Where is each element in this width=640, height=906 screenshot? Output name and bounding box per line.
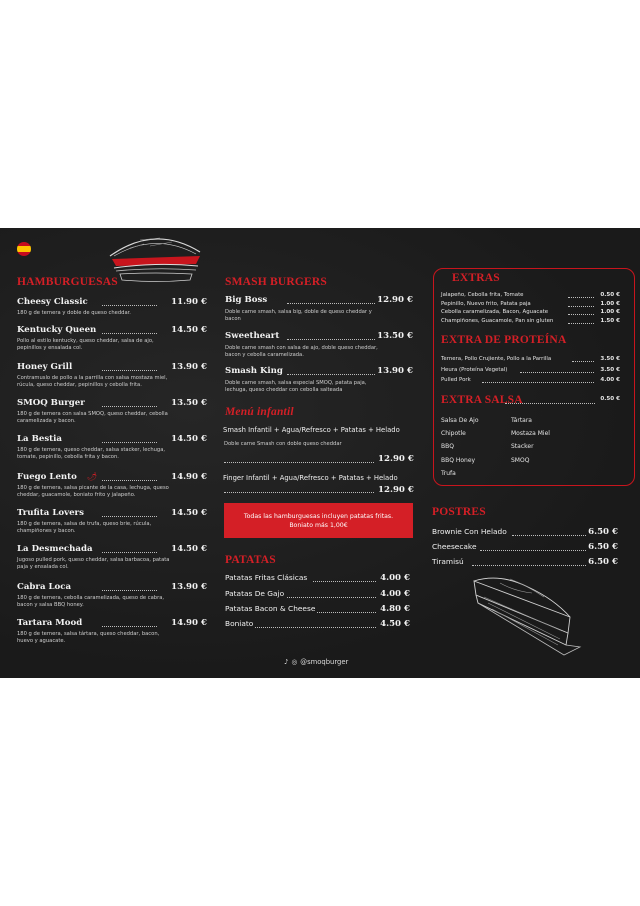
tiktok-icon: ♪	[284, 658, 289, 666]
salsa-option: Stacker	[511, 443, 534, 450]
dot-leader	[568, 314, 594, 315]
menu-item	[17, 508, 207, 520]
item-name: Patatas Bacon & Cheese	[225, 604, 316, 613]
menu-item	[17, 434, 207, 446]
dot-leader	[255, 627, 376, 628]
dot-leader	[512, 535, 586, 536]
item-description: 180 g de ternera, salsa picante de la casa, lechuga, queso cheddar, guacamole, boniato frito y jalapeño.	[17, 485, 169, 498]
menu-item	[432, 527, 618, 539]
protein-item-price: 4.00 €	[600, 377, 620, 383]
menu-item	[17, 325, 207, 337]
dot-leader	[313, 581, 376, 582]
infantil-title: Menú infantil	[225, 406, 294, 418]
spain-flag-icon[interactable]	[17, 242, 31, 256]
item-description: Doble carne smash, salsa especial SMOQ, patata paja, lechuga, queso cheddar con cebolla salteada	[225, 380, 367, 393]
dot-leader	[568, 297, 594, 298]
item-name: Patatas Fritas Clásicas	[225, 573, 308, 582]
item-name: SMOQ Burger	[17, 398, 85, 408]
item-name: Honey Grill	[17, 362, 73, 372]
dot-leader	[482, 382, 594, 383]
item-name: Big Boss	[225, 295, 268, 305]
protein-item-name: Ternera, Pollo Crujiente, Pollo a la Parrilla	[441, 356, 552, 362]
item-price: 14.50 €	[171, 544, 207, 554]
item-name: Patatas De Gajo	[225, 589, 285, 598]
item-price: 14.90 €	[171, 618, 207, 628]
smash-title: SMASH BURGERS	[225, 276, 327, 288]
menu-item	[225, 619, 410, 631]
salsa-option: Trufa	[441, 470, 456, 477]
extra-item-price: 1.50 €	[600, 318, 620, 324]
dot-leader	[287, 597, 376, 598]
chili-pepper-icon: 🌶	[87, 472, 98, 481]
infantil-item-2-name: Finger Infantil + Agua/Refresco + Patatas + Helado	[223, 474, 398, 482]
item-name: Brownie Con Helado	[432, 527, 507, 536]
dot-leader	[224, 462, 374, 463]
item-description: Contramuslo de pollo a la parrilla con salsa mostaza miel, rúcula, queso cheddar, pepinillos y cebolla frita.	[17, 375, 168, 388]
salsa-price: 0.50 €	[600, 396, 620, 402]
extra-item-name: Pepinillo, Nuevo frito, Patata paja	[441, 301, 531, 307]
dot-leader	[520, 372, 594, 373]
item-name: Sweetheart	[225, 331, 280, 341]
menu-item	[225, 589, 410, 601]
item-name: Cabra Loca	[17, 582, 72, 592]
salsa-option: SMOQ	[511, 457, 530, 464]
item-name: La Bestia	[17, 434, 62, 444]
dot-leader	[102, 370, 157, 371]
social-handle[interactable]	[284, 658, 348, 666]
dot-leader	[102, 480, 157, 481]
extra-item-name: Cebolla caramelizada, Bacon, Aguacate	[441, 309, 549, 315]
social-handle-text: @smoqburger	[300, 658, 349, 666]
patatas-title: PATATAS	[225, 554, 276, 566]
dot-leader	[505, 403, 595, 404]
item-name: Fuego Lento	[17, 472, 77, 482]
dot-leader	[568, 323, 594, 324]
menu-item	[17, 618, 207, 630]
promo-banner	[224, 503, 413, 538]
item-description: 180 g de ternera, queso cheddar, salsa stacker, lechuga, tomate, pepinillo, cebolla frita y bacon.	[17, 447, 166, 460]
menu-item	[432, 557, 618, 569]
menu-item	[225, 331, 413, 343]
postres-title: POSTRES	[432, 506, 486, 518]
item-price: 14.50 €	[171, 434, 207, 444]
dot-leader	[317, 612, 376, 613]
item-price: 6.50 €	[588, 557, 618, 567]
extra-item-price: 1.00 €	[600, 309, 620, 315]
item-price: 4.00 €	[380, 573, 410, 583]
menu-item	[17, 362, 207, 374]
extra-item-price: 0.50 €	[600, 292, 620, 298]
item-price: 13.50 €	[171, 398, 207, 408]
item-name: Cheesy Classic	[17, 297, 88, 307]
item-price: 14.50 €	[171, 325, 207, 335]
salsa-option: Salsa De Ajo	[441, 417, 479, 424]
item-price: 6.50 €	[588, 542, 618, 552]
item-description: Jugoso pulled pork, queso cheddar, salsa barbacoa, patata paja y ensalada col.	[17, 557, 170, 570]
item-price: 13.50 €	[377, 331, 413, 341]
proteina-title: EXTRA DE PROTEÍNA	[441, 334, 567, 346]
menu-item	[17, 582, 207, 594]
dot-leader	[287, 374, 375, 375]
menu-item	[225, 604, 410, 616]
salsa-option: Chipotle	[441, 430, 466, 437]
menu-item	[17, 544, 207, 556]
infantil-item-1-price: 12.90 €	[378, 454, 414, 464]
dot-leader	[102, 552, 157, 553]
item-description: 180 g de ternera, cebolla caramelizada, queso de cabra, bacon y salsa BBQ honey.	[17, 595, 165, 608]
extra-item-price: 1.00 €	[600, 301, 620, 307]
infantil-item-1-desc: Doble carne Smash con doble queso cheddar	[224, 441, 342, 447]
item-price: 11.90 €	[171, 297, 207, 307]
infantil-item-1-name: Smash Infantil + Agua/Refresco + Patatas + Helado	[223, 426, 400, 434]
protein-item-name: Heura (Proteína Vegetal)	[441, 367, 508, 373]
dot-leader	[102, 590, 157, 591]
salsa-option: Tártara	[511, 417, 532, 424]
item-price: 4.50 €	[380, 619, 410, 629]
item-description: Doble carne smash con salsa de ajo, doble queso cheddar, bacon y cebolla caramelizada.	[225, 345, 378, 358]
item-price: 13.90 €	[171, 362, 207, 372]
menu-item	[225, 295, 413, 307]
dot-leader	[102, 305, 157, 306]
item-price: 13.90 €	[171, 582, 207, 592]
item-name: Tartara Mood	[17, 618, 83, 628]
dot-leader	[102, 442, 157, 443]
salsa-option: BBQ Honey	[441, 457, 476, 464]
extras-title: EXTRAS	[452, 272, 500, 284]
menu-item	[225, 366, 413, 378]
item-description: 180 g de ternera, salsa tártara, queso cheddar, bacon, huevo y aguacate.	[17, 631, 160, 644]
promo-line-1: Todas las hamburguesas incluyen patatas fritas.	[243, 512, 394, 520]
dot-leader	[287, 339, 375, 340]
protein-item-price: 3.50 €	[600, 356, 620, 362]
hamburguesas-title: HAMBURGUESAS	[17, 276, 118, 288]
dot-leader	[472, 565, 586, 566]
dot-leader	[224, 492, 374, 493]
cake-sketch-icon	[470, 573, 582, 659]
item-name: Kentucky Queen	[17, 325, 97, 335]
item-description: Doble carne smash, salsa big, doble de queso cheddar y bacon	[225, 309, 372, 322]
item-name: Smash King	[225, 366, 283, 376]
item-price: 14.90 €	[171, 472, 207, 482]
menu-item	[432, 542, 618, 554]
dot-leader	[480, 550, 586, 551]
menu-item	[17, 398, 207, 410]
item-price: 4.80 €	[380, 604, 410, 614]
item-description: 180 g de ternera con salsa SMOQ, queso cheddar, cebolla caramelizada y bacon.	[17, 411, 168, 424]
dot-leader	[287, 303, 375, 304]
dot-leader	[102, 516, 157, 517]
item-name: Cheesecake	[432, 542, 477, 551]
item-price: 13.90 €	[377, 366, 413, 376]
salsa-option: BBQ	[441, 443, 454, 450]
item-description: Pollo al estilo kentucky, queso cheddar, salsa de ajo, pepinillos y ensalada col.	[17, 338, 154, 351]
item-name: Tiramisú	[432, 557, 464, 566]
instagram-icon: ◎	[291, 658, 298, 666]
extra-item-name: Jalapeño, Cebolla frita, Tomate	[441, 292, 524, 298]
menu-board	[0, 228, 640, 678]
menu-item	[225, 573, 410, 585]
salsa-title: EXTRA SALSA	[441, 394, 523, 406]
infantil-item-2-price: 12.90 €	[378, 485, 414, 495]
protein-item-name: Pulled Pork	[441, 377, 471, 383]
item-price: 12.90 €	[377, 295, 413, 305]
item-name: Trufita Lovers	[17, 508, 84, 518]
extra-item-name: Champiñones, Guacamole, Pan sin gluten	[441, 318, 554, 324]
item-price: 6.50 €	[588, 527, 618, 537]
dot-leader	[572, 361, 594, 362]
salsa-option: Mostaza Miel	[511, 430, 550, 437]
item-name: Boniato	[225, 619, 254, 628]
dot-leader	[102, 406, 157, 407]
dot-leader	[568, 306, 594, 307]
promo-line-2: Boniato más 1,00€	[289, 521, 348, 529]
item-name: La Desmechada	[17, 544, 93, 554]
item-description: 180 g de ternera y doble de queso cheddar.	[17, 310, 131, 316]
dot-leader	[102, 626, 157, 627]
protein-item-price: 3.50 €	[600, 367, 620, 373]
item-price: 4.00 €	[380, 589, 410, 599]
menu-item	[17, 297, 207, 309]
item-description: 180 g de ternera, salsa de trufa, queso brie, rúcula, champiñones y bacon.	[17, 521, 152, 534]
dot-leader	[102, 333, 157, 334]
menu-item	[17, 472, 207, 484]
item-price: 14.50 €	[171, 508, 207, 518]
